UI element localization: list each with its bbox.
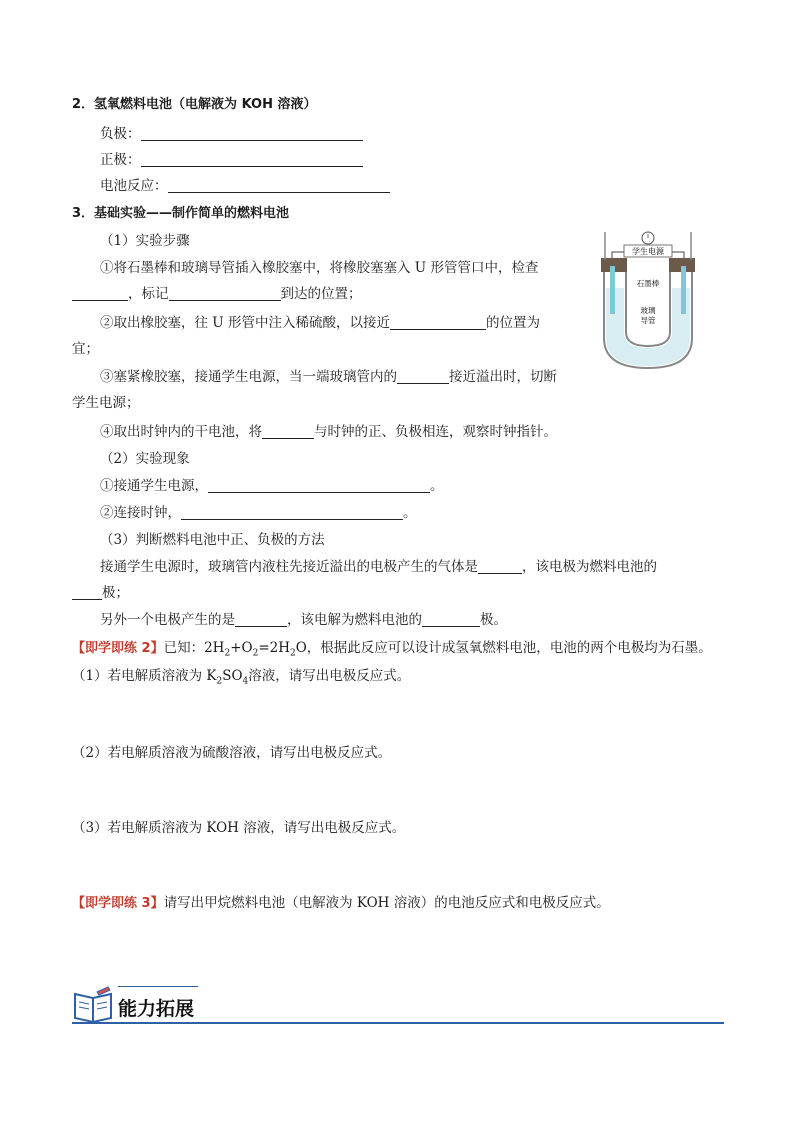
phenomenon2-period: 。 <box>403 505 417 521</box>
step1-blank-1[interactable] <box>72 286 128 301</box>
judge-blank-other[interactable] <box>235 612 287 627</box>
section-header <box>72 982 724 1028</box>
practice2-q3: （3）若电解质溶液为 KOH 溶液，请写出电极反应式。 <box>72 820 406 836</box>
judge-text-5: ，该电解为燃料电池的 <box>287 612 422 628</box>
q3-step2-line1 <box>100 314 540 332</box>
q2-negative-blank[interactable] <box>141 126 363 141</box>
q3-step2-line2: 宜； <box>72 341 99 357</box>
q3-phenomenon-1 <box>100 477 444 495</box>
phenomenon1-period: 。 <box>430 478 444 494</box>
q2-battery-blank[interactable] <box>168 178 390 193</box>
q1-part-1: （1）若电解质溶液为 K <box>72 668 217 684</box>
q2-battery-line <box>100 177 390 195</box>
judge-blank-electrode[interactable] <box>72 585 102 600</box>
section-title: 能力拓展 <box>118 998 195 1020</box>
q3-judge-line3 <box>100 611 507 629</box>
phenomenon1-blank[interactable] <box>208 478 430 493</box>
practice2-tag: 【即学即练 2】 <box>72 641 164 656</box>
phenomenon2-blank[interactable] <box>181 505 403 520</box>
judge-text-4: 另外一个电极产生的是 <box>100 612 235 628</box>
eq-part-4: O，根据此反应可以设计成氢氧燃料电池，电池的两个电极均为石墨。 <box>295 640 712 656</box>
q1-part-3: 溶液，请写出电极反应式。 <box>248 668 411 684</box>
step1-text-end: 到达的位置； <box>280 286 362 302</box>
judge-text-3: 极； <box>102 585 129 601</box>
q3-judge-title: （3）判断燃料电池中正、负极的方法 <box>100 532 325 548</box>
step4-text: ④取出时钟内的干电池，将 <box>100 424 262 440</box>
practice2-intro <box>72 639 712 663</box>
practice3-tag: 【即学即练 3】 <box>72 896 164 911</box>
judge-text-6: 极。 <box>480 612 507 628</box>
q1-part-2: SO <box>222 668 243 684</box>
practice2-q1 <box>72 667 410 691</box>
u-tube-apparatus-figure <box>598 228 698 370</box>
judge-blank-pole[interactable] <box>422 612 480 627</box>
step1-blank-2[interactable] <box>169 286 281 301</box>
eq-part-2: +O <box>230 640 253 656</box>
q2-negative-line <box>100 125 363 143</box>
eq-part-3: =2H <box>258 640 290 656</box>
phenomenon1-label: ①接通学生电源， <box>100 478 208 494</box>
q3-step1-line1: ①将石墨棒和玻璃导管插入橡胶塞中，将橡胶塞塞入 U 形管管口中，检查 <box>100 260 539 276</box>
step3-blank[interactable] <box>397 369 449 384</box>
book-icon <box>72 984 116 1026</box>
left-graphite-rod <box>610 266 615 314</box>
step2-text-end: 的位置为 <box>485 315 540 331</box>
step3-text-end: 接近溢出时，切断 <box>449 369 557 385</box>
q2-negative-label: 负极： <box>100 126 141 142</box>
q2-positive-line <box>100 151 363 169</box>
q3-step3-line2: 学生电源； <box>72 395 140 411</box>
q3-steps-title: （1）实验步骤 <box>100 233 190 249</box>
power-label: 学生电源 <box>632 247 664 256</box>
rod-label: 石墨棒 <box>636 279 660 288</box>
phenomenon2-label: ②连接时钟， <box>100 505 181 521</box>
step1-text-mark: ，标记 <box>128 286 169 302</box>
q1-sub-1: 2 <box>216 676 223 687</box>
q3-step3-line1 <box>100 368 557 386</box>
tube-label-1: 玻璃 <box>640 306 656 315</box>
q2-positive-label: 正极： <box>100 152 141 168</box>
step2-blank[interactable] <box>390 315 486 330</box>
q3-judge-line1 <box>100 558 657 576</box>
q3-heading: 3．基础实验——制作简单的燃料电池 <box>72 206 290 221</box>
q3-step1-line2 <box>72 285 362 303</box>
step2-text: ②取出橡胶塞，往 U 形管中注入稀硫酸，以接近 <box>100 315 390 331</box>
step4-blank[interactable] <box>262 424 314 439</box>
eq-sub-3: 2 <box>290 648 296 659</box>
eq-part-1: 已知：2H <box>163 640 225 656</box>
practice3-text: 请写出甲烷燃料电池（电解液为 KOH 溶液）的电池反应式和电极反应式。 <box>163 895 610 911</box>
practice3 <box>72 894 610 913</box>
q3-judge-line2 <box>72 584 129 602</box>
eq-sub-1: 2 <box>224 648 231 659</box>
judge-text-2: ，该电极为燃料电池的 <box>522 559 657 575</box>
q3-phenomenon-2 <box>100 504 417 522</box>
practice2-q2: （2）若电解质溶液为硫酸溶液，请写出电极反应式。 <box>72 745 392 761</box>
eq-sub-2: 2 <box>252 648 259 659</box>
step4-text-end: 与时钟的正、负极相连，观察时钟指针。 <box>314 424 557 440</box>
q3-phenomena-title: （2）实验现象 <box>100 451 190 467</box>
right-graphite-rod <box>681 266 686 314</box>
step3-text: ③塞紧橡胶塞，接通学生电源，当一端玻璃管内的 <box>100 369 397 385</box>
q1-sub-2: 4 <box>242 676 249 687</box>
q2-battery-label: 电池反应： <box>100 178 168 194</box>
q2-heading: 2．氢氧燃料电池（电解液为 KOH 溶液） <box>72 97 317 112</box>
q3-step4-line <box>100 423 557 441</box>
q2-positive-blank[interactable] <box>141 152 363 167</box>
tube-label-2: 导管 <box>640 316 656 325</box>
title-overline <box>118 986 198 987</box>
section-underline <box>72 1022 724 1024</box>
judge-blank-gas[interactable] <box>478 559 522 574</box>
judge-text-1: 接通学生电源时，玻璃管内液柱先接近溢出的电极产生的气体是 <box>100 559 478 575</box>
